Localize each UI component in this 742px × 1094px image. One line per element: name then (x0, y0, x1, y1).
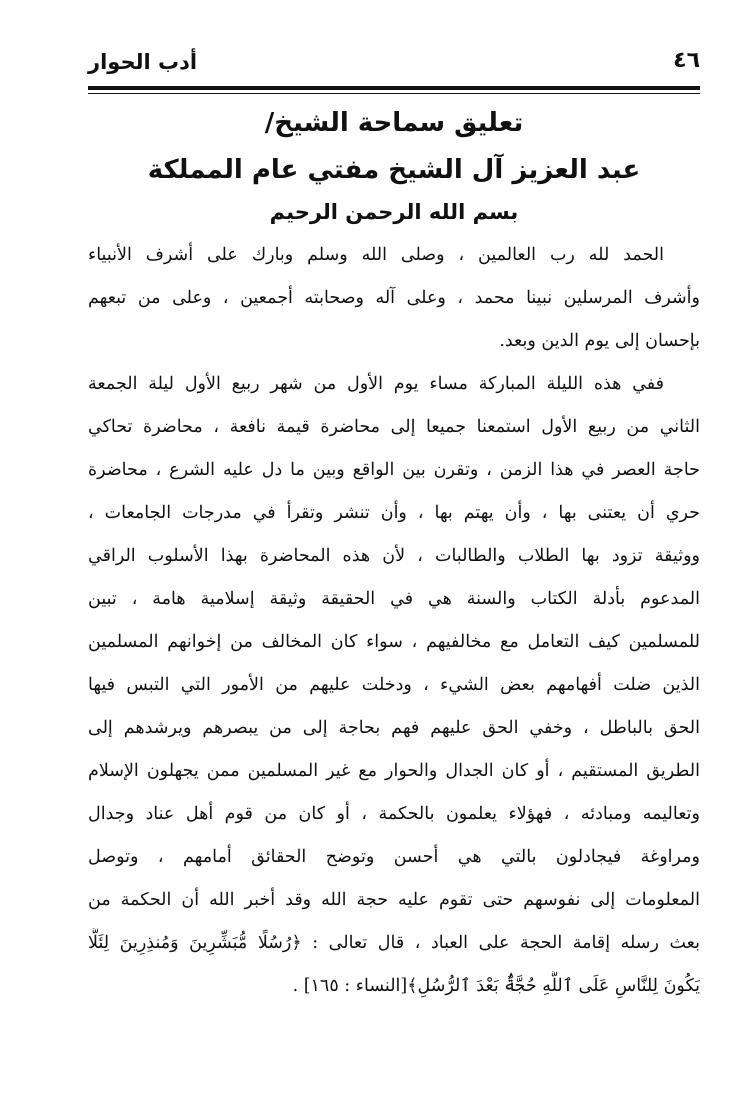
body-line: المعلومات إلى نفوسهم حتى تقوم عليه حجة الله وقد أخبر الله أن الحكمة من (88, 890, 700, 910)
header-title: أدب الحوار (88, 50, 198, 74)
body-line: ففي هذه الليلة المباركة مساء يوم الأول من شهر ربيع الأول ليلة الجمعة (88, 374, 664, 394)
body-line: حري أن يعتنى بها ، وأن يهتم بها ، وأن تنشر وتقرأ في مدرجات الجامعات ، (88, 503, 700, 523)
running-header (88, 44, 700, 84)
body-line: بعث رسله إقامة الحجة على العباد ، قال تعالى : ﴿رُسُلًا مُّبَشِّرِينَ وَمُنذِرِينَ لِئَلَّا (88, 933, 700, 953)
body-line: الثاني من ربيع الأول استمعنا جميعا إلى محاضرة قيمة نافعة ، محاضرة تحاكي (88, 417, 700, 437)
body-line: الحق بالباطل ، وخفي الحق عليهم فهم بحاجة إلى من يبصرهم ويرشدهم إلى (88, 718, 700, 738)
body-line: بإحسان إلى يوم الدين وبعد. (499, 331, 700, 351)
body-line: يَكُونَ لِلنَّاسِ عَلَى ٱللَّهِ حُجَّةٌۢ بَعْدَ ٱلرُّسُلِ﴾[النساء : ١٦٥] . (292, 976, 700, 996)
body-line: للمسلمين كيف التعامل مع مخالفيهم ، سواء كان المخالف من إخوانهم المسلمين (88, 632, 700, 652)
heading-commentary: تعليق سماحة الشيخ/ (264, 108, 524, 138)
body-line: المدعوم بأدلة الكتاب والسنة هي في الحقيقة وثيقة إسلامية هامة ، تبين (88, 589, 700, 609)
header-rule-thin (88, 93, 700, 94)
body-line: الحمد لله رب العالمين ، وصلى الله وسلم وبارك على أشرف الأنبياء (88, 245, 664, 265)
body-line: ووثيقة تزود بها الطلاب والطالبات ، لأن هذه المحاضرة بهذا الأسلوب الراقي (88, 546, 700, 566)
page-number: ٤٦ (673, 48, 700, 73)
body-line: الطريق المستقيم ، أو كان الجدال والحوار مع غير المسلمين ممن يجهلون الإسلام (88, 761, 700, 781)
body-line: وأشرف المرسلين نبينا محمد ، وعلى آله وصحابته أجمعين ، وعلى من تبعهم (88, 288, 700, 308)
heading-author: عبد العزيز آل الشيخ مفتي عام المملكة (147, 155, 641, 185)
body-line: الذين ضلت أفهامهم بعض الشيء ، ودخلت عليهم من الأمور التي التبس فيها (88, 675, 700, 695)
heading-basmala: بسم الله الرحمن الرحيم (269, 200, 519, 224)
body-line: ومراوغة فيجادلون بالتي هي أحسن وتوضح الحقائق أمامهم ، وتوصل (88, 847, 700, 867)
header-rule (88, 86, 700, 90)
body-line: وتعاليمه ومبادئه ، فهؤلاء يعلمون بالحكمة ، أو كان من قوم أهل عناد وجدال (88, 804, 700, 824)
body-line: حاجة العصر في هذا الزمن ، وتقرن بين الواقع وبين ما دل عليه الشرع ، محاضرة (88, 460, 700, 480)
